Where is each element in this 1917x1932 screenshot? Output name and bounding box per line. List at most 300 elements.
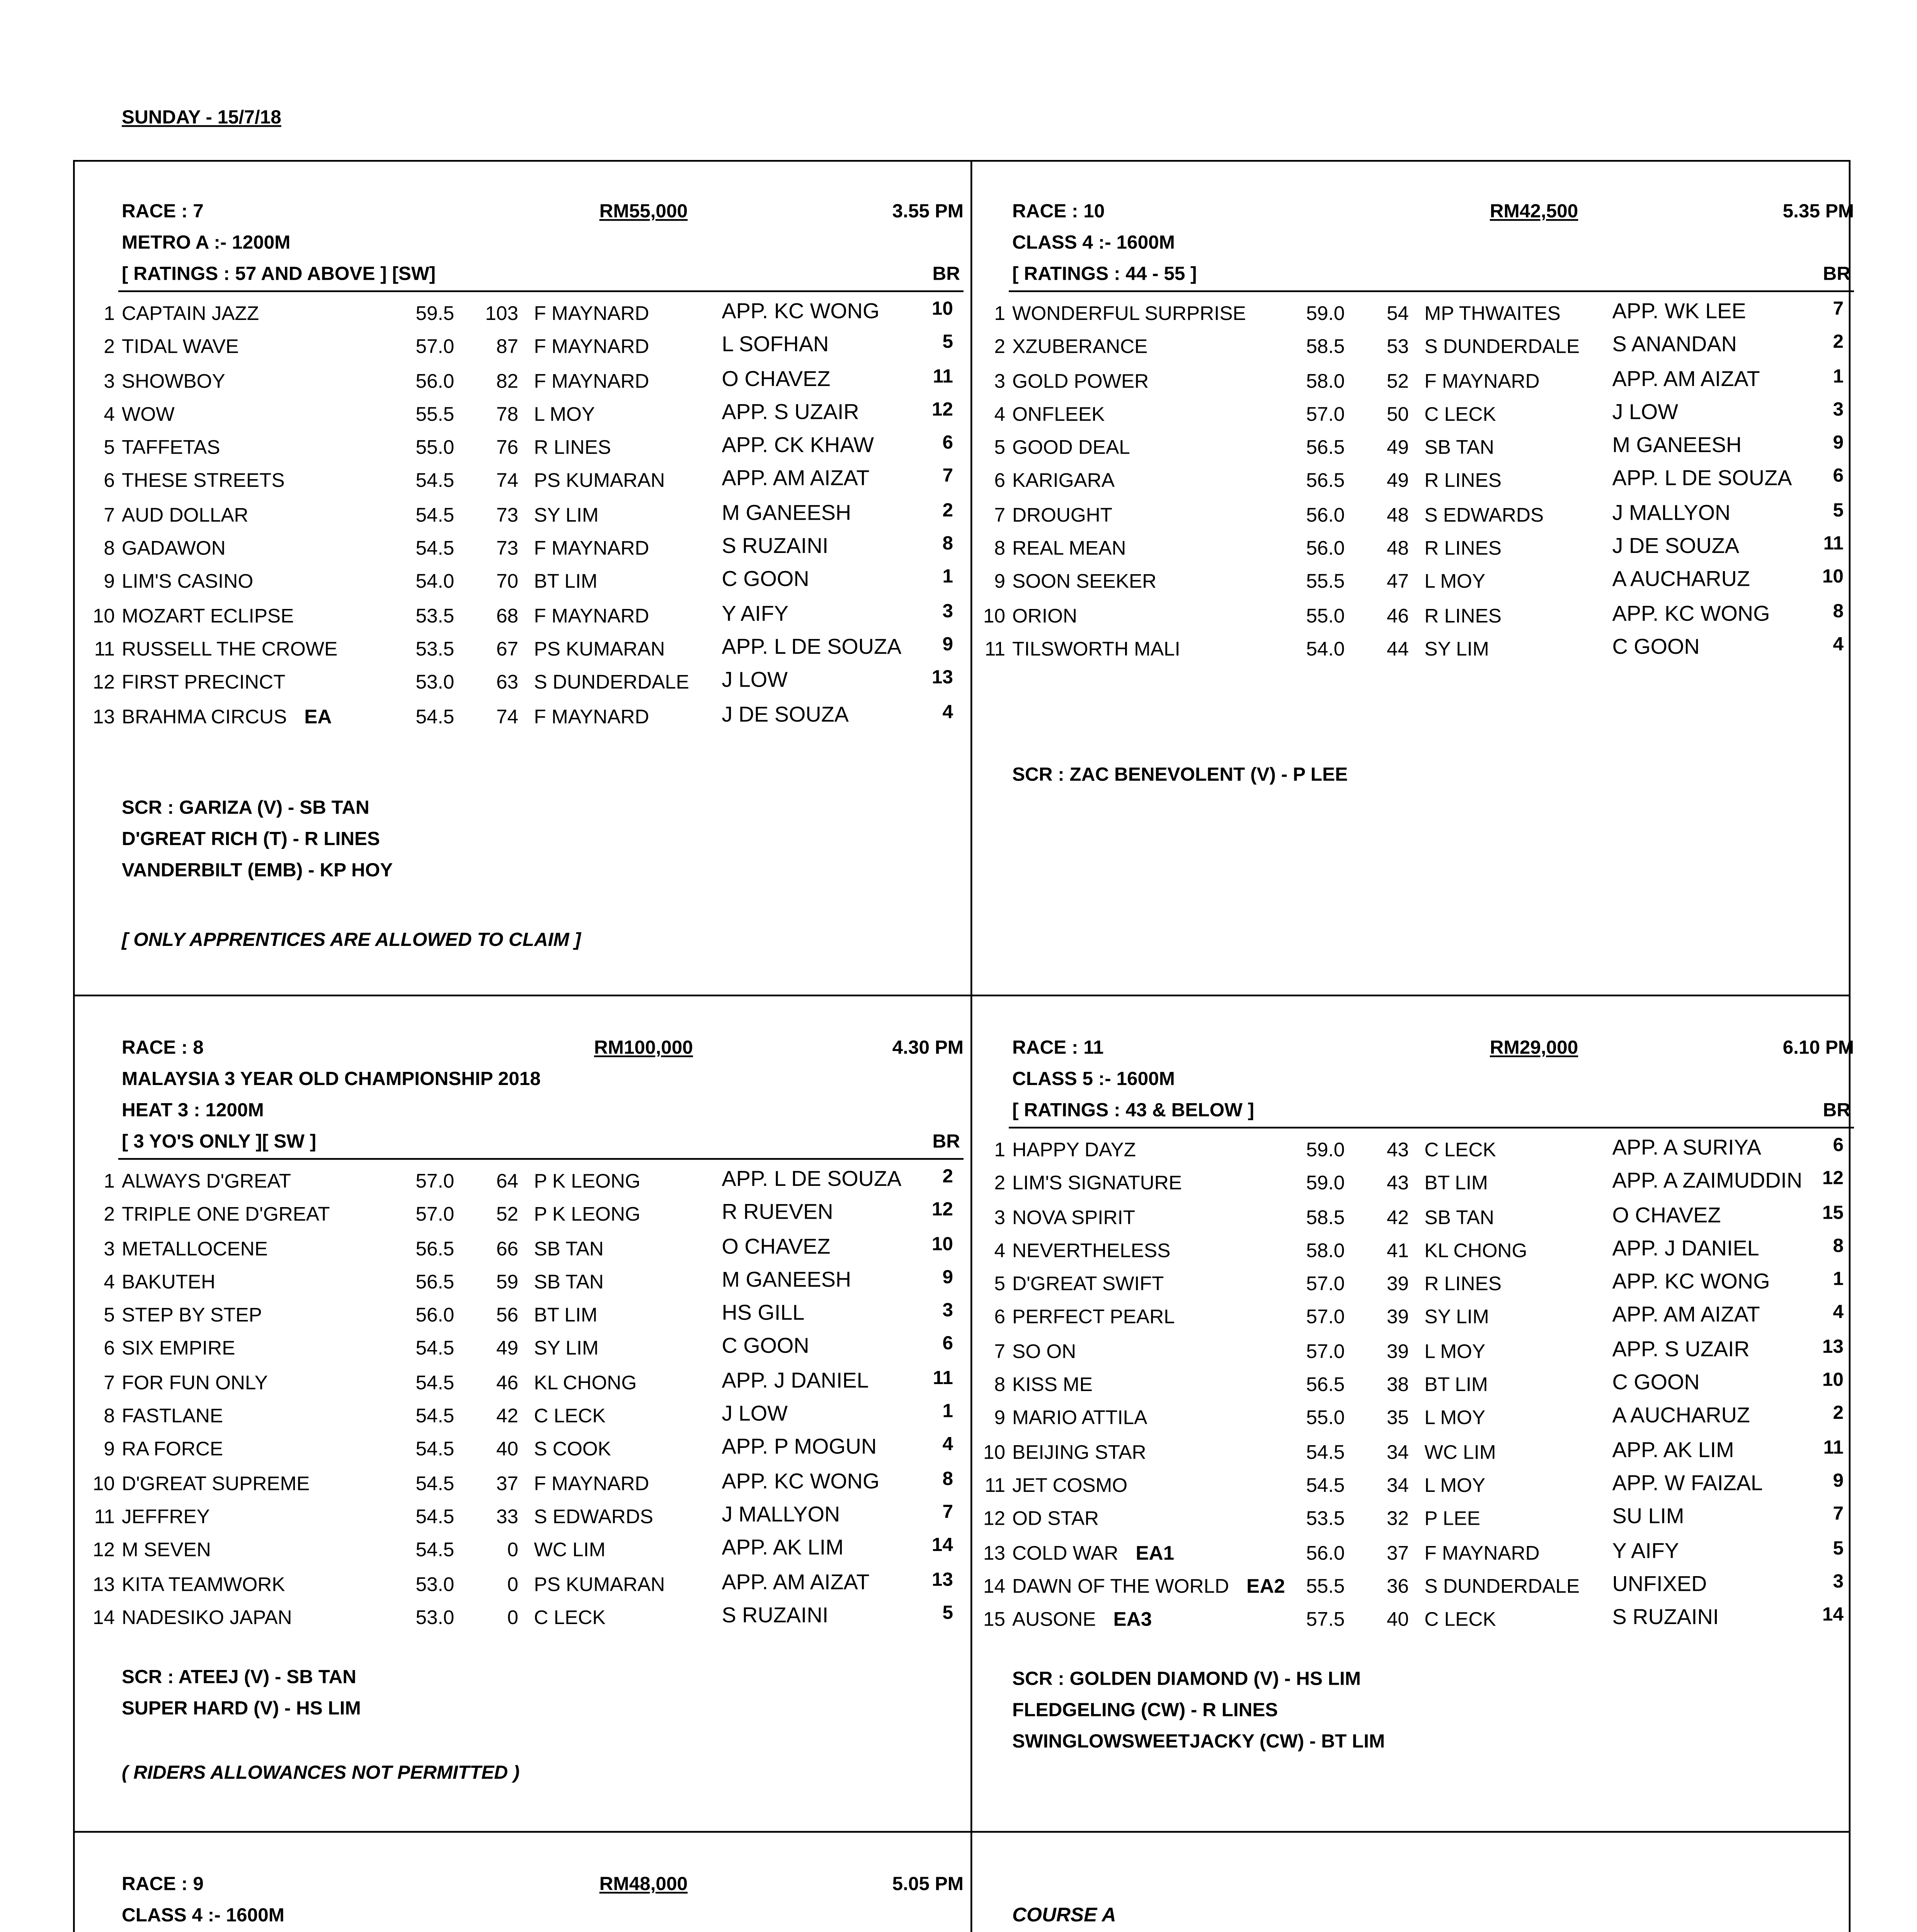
race-7-panel xyxy=(87,202,964,951)
race-time: 4.30 PM xyxy=(892,1038,964,1059)
jockey: Y AIFY xyxy=(1612,1538,1679,1563)
horse-name xyxy=(122,1306,262,1327)
runner-list xyxy=(87,1167,964,1637)
runner-row xyxy=(87,400,964,434)
runner-row xyxy=(977,1337,1854,1371)
handicap-weight: 59.0 xyxy=(1306,1174,1345,1195)
horse-name xyxy=(1012,1275,1164,1296)
horse-name xyxy=(122,304,259,325)
jockey: APP. KC WONG xyxy=(722,1469,880,1493)
handicap-weight: 58.5 xyxy=(1306,1208,1345,1229)
horse-name-text: FASTLANE xyxy=(122,1406,223,1428)
runner-row xyxy=(977,299,1854,333)
trainer: S COOK xyxy=(534,1440,611,1461)
trainer: S EDWARDS xyxy=(1424,505,1544,527)
handicap-weight: 59.0 xyxy=(1306,304,1345,325)
horse-name xyxy=(122,506,249,527)
header-rule xyxy=(118,291,964,293)
handicap-weight: 57.0 xyxy=(1306,1308,1345,1330)
rating: 46 xyxy=(496,1373,518,1395)
column-divider xyxy=(970,160,972,1932)
jockey: C GOON xyxy=(722,567,809,592)
horse-name xyxy=(122,1440,223,1461)
horse-name xyxy=(122,405,175,426)
runner-row xyxy=(87,1234,964,1267)
handicap-weight: 56.5 xyxy=(1306,1375,1345,1396)
horse-name xyxy=(122,1541,211,1562)
runner-row xyxy=(977,1538,1854,1572)
barrier: 2 xyxy=(1833,332,1844,354)
jockey: L SOFHAN xyxy=(722,332,829,357)
runner-row xyxy=(87,702,964,735)
jockey: M GANEESH xyxy=(1612,433,1742,458)
runner-number: 1 xyxy=(994,1141,1005,1162)
runner-number: 11 xyxy=(94,639,115,661)
jockey: APP. P MOGUN xyxy=(722,1435,877,1460)
jockey: APP. AM AIZAT xyxy=(722,1569,870,1594)
horse-name xyxy=(1012,1308,1175,1329)
runner-row xyxy=(977,1437,1854,1471)
trainer: C LECK xyxy=(534,1608,606,1629)
runner-row xyxy=(87,433,964,467)
horse-name xyxy=(1012,539,1126,560)
runner-number: 2 xyxy=(104,1205,115,1226)
runner-row xyxy=(977,1471,1854,1505)
trainer: F MAYNARD xyxy=(534,1474,649,1495)
barrier: 6 xyxy=(942,1334,953,1355)
rating: 47 xyxy=(1386,573,1409,594)
handicap-weight: 54.5 xyxy=(415,1340,455,1361)
barrier-header: BR xyxy=(932,264,960,285)
horse-name xyxy=(1012,640,1180,661)
runner-list xyxy=(977,299,1854,668)
horse-name xyxy=(1012,1443,1146,1464)
rating: 36 xyxy=(1386,1577,1409,1598)
rating: 0 xyxy=(507,1541,518,1562)
horse-name xyxy=(122,1239,268,1260)
rating: 87 xyxy=(496,338,518,359)
horse-name xyxy=(1012,1376,1093,1396)
horse-name xyxy=(122,472,285,493)
jockey: J LOW xyxy=(1612,400,1678,424)
horse-name xyxy=(1012,1208,1135,1229)
handicap-weight: 59.5 xyxy=(415,304,455,325)
horse-name-text: XZUBERANCE xyxy=(1012,338,1148,359)
horse-name-text: BAKUTEH xyxy=(122,1272,216,1294)
runner-row xyxy=(87,500,964,534)
horse-name xyxy=(1012,606,1077,627)
race-purse: RM100,000 xyxy=(594,1038,693,1059)
runner-number: 14 xyxy=(92,1608,115,1629)
horse-name-text: NEVERTHELESS xyxy=(1012,1241,1171,1262)
handicap-weight: 57.0 xyxy=(415,338,455,359)
horse-name xyxy=(1012,1141,1136,1162)
barrier: 7 xyxy=(1833,299,1844,320)
runner-number: 2 xyxy=(994,1174,1005,1195)
jockey: APP. L DE SOUZA xyxy=(722,634,902,659)
horse-name xyxy=(122,673,285,694)
trainer: C LECK xyxy=(1424,1610,1496,1631)
barrier: 1 xyxy=(942,1401,953,1423)
scratching-line: FLEDGELING (CW) - R LINES xyxy=(1012,1701,1278,1723)
runner-number: 12 xyxy=(92,1541,115,1562)
runner-number: 7 xyxy=(104,505,115,527)
trainer: BT LIM xyxy=(534,573,598,594)
scratchings xyxy=(977,1670,1854,1764)
jockey: APP. J DANIEL xyxy=(722,1368,869,1393)
meeting-date: SUNDAY - 15/7/18 xyxy=(122,108,281,129)
race-purse: RM42,500 xyxy=(1490,202,1578,223)
runner-row xyxy=(977,1136,1854,1169)
horse-name xyxy=(1012,1476,1127,1497)
horse-name-text: WOW xyxy=(122,405,175,426)
trainer: PS KUMARAN xyxy=(534,1575,665,1596)
runner-list xyxy=(87,299,964,735)
runner-number: 1 xyxy=(994,304,1005,325)
runner-number: 9 xyxy=(104,1440,115,1461)
horse-name xyxy=(1012,472,1115,493)
horse-name xyxy=(122,1575,285,1595)
barrier: 8 xyxy=(942,534,953,555)
trainer: BT LIM xyxy=(1424,1174,1488,1195)
jockey: A AUCHARUZ xyxy=(1612,1404,1750,1429)
runner-row xyxy=(977,1169,1854,1202)
handicap-weight: 53.5 xyxy=(1306,1510,1345,1531)
rating: 39 xyxy=(1386,1342,1409,1363)
trainer: R LINES xyxy=(534,438,611,459)
trainer: SY LIM xyxy=(1424,639,1489,661)
trainer: S DUNDERDALE xyxy=(1424,1577,1580,1598)
runner-row xyxy=(977,333,1854,366)
handicap-weight: 54.0 xyxy=(1306,639,1345,661)
rating: 49 xyxy=(1386,438,1409,459)
barrier: 4 xyxy=(942,1435,953,1456)
rating: 44 xyxy=(1386,639,1409,661)
trainer: S EDWARDS xyxy=(534,1507,654,1529)
runner-number: 5 xyxy=(104,1306,115,1327)
runner-number: 9 xyxy=(994,573,1005,594)
rating: 42 xyxy=(1386,1208,1409,1229)
rating: 56 xyxy=(496,1306,518,1327)
rating: 34 xyxy=(1386,1442,1409,1464)
runner-number: 10 xyxy=(92,606,115,628)
handicap-weight: 56.0 xyxy=(415,1306,455,1327)
trainer: L MOY xyxy=(1424,1342,1486,1363)
emergency-tag: EA2 xyxy=(1246,1577,1285,1598)
trainer: L MOY xyxy=(534,405,595,426)
horse-name-text: DAWN OF THE WORLD xyxy=(1012,1577,1229,1598)
barrier: 8 xyxy=(1833,601,1844,622)
jockey: J MALLYON xyxy=(1612,500,1731,525)
header-rule xyxy=(1009,291,1854,293)
barrier: 5 xyxy=(1833,1538,1844,1559)
rating: 33 xyxy=(496,1507,518,1529)
runner-row xyxy=(977,1270,1854,1303)
horse-name xyxy=(122,1608,292,1629)
runner-number: 4 xyxy=(104,405,115,426)
horse-name-text: GOOD DEAL xyxy=(1012,438,1130,459)
runner-row xyxy=(977,634,1854,668)
jockey: J MALLYON xyxy=(722,1502,840,1527)
runner-row xyxy=(87,601,964,635)
runner-number: 7 xyxy=(994,505,1005,527)
scratching-line: SCR : ZAC BENEVOLENT (V) - P LEE xyxy=(1012,765,1348,787)
race-conditions: [ RATINGS : 43 & BELOW ] xyxy=(1012,1100,1255,1122)
barrier: 7 xyxy=(942,467,953,488)
race-purse: RM55,000 xyxy=(599,202,688,223)
trainer: S DUNDERDALE xyxy=(1424,338,1580,359)
horse-name xyxy=(1012,338,1147,359)
handicap-weight: 56.0 xyxy=(415,371,455,393)
runner-row xyxy=(87,1335,964,1368)
trainer: SY LIM xyxy=(1424,1308,1489,1330)
race-class-distance: CLASS 5 :- 1600M xyxy=(1012,1069,1175,1090)
runner-row xyxy=(977,1303,1854,1337)
trainer: P K LEONG xyxy=(534,1205,640,1226)
barrier: 15 xyxy=(1822,1202,1844,1224)
rating: 37 xyxy=(496,1474,518,1495)
jockey: APP. AM AIZAT xyxy=(1612,1303,1760,1328)
rating: 0 xyxy=(507,1608,518,1629)
horse-name-text: FIRST PRECINCT xyxy=(122,673,286,694)
trainer: F MAYNARD xyxy=(1424,1543,1540,1565)
barrier: 9 xyxy=(1833,433,1844,454)
barrier-header: BR xyxy=(1823,264,1851,285)
runner-row xyxy=(977,433,1854,467)
handicap-weight: 53.0 xyxy=(415,673,455,694)
trainer: C LECK xyxy=(1424,405,1496,426)
row-divider-2 xyxy=(73,1831,1851,1833)
handicap-weight: 54.5 xyxy=(415,1406,455,1428)
trainer: BT LIM xyxy=(534,1306,598,1327)
barrier: 1 xyxy=(1833,366,1844,387)
runner-number: 12 xyxy=(92,673,115,694)
horse-name-text: OD STAR xyxy=(1012,1510,1099,1531)
handicap-weight: 54.5 xyxy=(415,707,455,728)
runner-number: 5 xyxy=(994,438,1005,459)
runner-row xyxy=(87,366,964,400)
runner-number: 4 xyxy=(104,1272,115,1294)
horse-name-text: BEIJING STAR xyxy=(1012,1442,1146,1464)
rating: 63 xyxy=(496,673,518,694)
barrier: 11 xyxy=(933,1368,953,1389)
row-divider-1 xyxy=(73,995,1851,997)
barrier: 12 xyxy=(931,400,953,421)
horse-name-text: AUD DOLLAR xyxy=(122,505,249,527)
rating: 52 xyxy=(496,1205,518,1226)
race-note: ( RIDERS ALLOWANCES NOT PERMITTED ) xyxy=(122,1763,520,1784)
scratching-line: VANDERBILT (EMB) - KP HOY xyxy=(122,860,393,881)
trainer: KL CHONG xyxy=(1424,1241,1527,1262)
horse-name-text: SHOWBOY xyxy=(122,371,225,393)
runner-number: 5 xyxy=(994,1275,1005,1296)
barrier: 10 xyxy=(1822,1370,1844,1391)
horse-name-text: TIDAL WAVE xyxy=(122,338,239,359)
horse-name-text: STEP BY STEP xyxy=(122,1306,262,1327)
rating: 46 xyxy=(1386,606,1409,628)
runner-row xyxy=(977,1202,1854,1236)
horse-name-text: TRIPLE ONE D'GREAT xyxy=(122,1205,330,1226)
race-number: RACE : 7 xyxy=(122,202,204,223)
barrier: 8 xyxy=(1833,1236,1844,1257)
horse-name xyxy=(122,1373,268,1394)
race-purse: RM48,000 xyxy=(599,1874,688,1895)
jockey: APP. J DANIEL xyxy=(1612,1236,1759,1261)
horse-name xyxy=(1012,1543,1174,1564)
horse-name xyxy=(122,1206,330,1226)
race-heat: HEAT 3 : 1200M xyxy=(122,1100,264,1122)
horse-name xyxy=(122,1507,210,1528)
barrier: 13 xyxy=(1822,1337,1844,1358)
horse-name xyxy=(122,439,220,459)
jockey: J DE SOUZA xyxy=(722,702,849,726)
runner-number: 3 xyxy=(104,1239,115,1260)
rating: 0 xyxy=(507,1575,518,1596)
runner-number: 11 xyxy=(984,639,1005,661)
runner-number: 6 xyxy=(104,472,115,493)
rating: 53 xyxy=(1386,338,1409,359)
runner-row xyxy=(87,1301,964,1335)
rating: 73 xyxy=(496,505,518,527)
jockey: APP. AK LIM xyxy=(722,1536,844,1560)
horse-name-text: ORION xyxy=(1012,606,1078,628)
runner-row xyxy=(87,1570,964,1603)
horse-name-text: TAFFETAS xyxy=(122,438,220,459)
race-9-panel xyxy=(87,1874,964,1932)
horse-name-text: TILSWORTH MALI xyxy=(1012,639,1180,661)
rating: 64 xyxy=(496,1172,518,1193)
horse-name xyxy=(122,371,225,392)
horse-name-text: KARIGARA xyxy=(1012,472,1115,493)
trainer: F MAYNARD xyxy=(1424,371,1540,393)
runner-number: 13 xyxy=(92,707,115,728)
handicap-weight: 56.0 xyxy=(1306,539,1345,560)
header-rule xyxy=(118,1158,964,1160)
trainer: F MAYNARD xyxy=(534,371,649,393)
rating: 52 xyxy=(1386,371,1409,393)
barrier: 6 xyxy=(942,433,953,454)
trainer: PS KUMARAN xyxy=(534,472,665,493)
handicap-weight: 56.5 xyxy=(1306,472,1345,493)
horse-name xyxy=(1012,1611,1152,1631)
handicap-weight: 55.5 xyxy=(1306,573,1345,594)
handicap-weight: 56.5 xyxy=(415,1272,455,1294)
barrier: 2 xyxy=(942,1167,953,1188)
horse-name-text: CAPTAIN JAZZ xyxy=(122,304,259,325)
barrier: 7 xyxy=(942,1502,953,1523)
runner-number: 6 xyxy=(994,472,1005,493)
horse-name-text: FOR FUN ONLY xyxy=(122,1373,268,1395)
barrier: 4 xyxy=(1833,1303,1844,1324)
handicap-weight: 57.0 xyxy=(415,1205,455,1226)
barrier: 2 xyxy=(1833,1404,1844,1425)
horse-name xyxy=(122,707,332,728)
jockey: M GANEESH xyxy=(722,1267,851,1292)
barrier-header: BR xyxy=(1823,1100,1851,1122)
horse-name-text: MARIO ATTILA xyxy=(1012,1409,1147,1430)
barrier: 10 xyxy=(931,299,953,320)
jockey: C GOON xyxy=(1612,1370,1700,1395)
trainer: F MAYNARD xyxy=(534,539,649,560)
trainer: F MAYNARD xyxy=(534,606,649,628)
handicap-weight: 58.0 xyxy=(1306,1241,1345,1262)
rating: 39 xyxy=(1386,1308,1409,1330)
handicap-weight: 54.5 xyxy=(415,472,455,493)
scratchings xyxy=(977,765,1854,797)
scratching-line: SCR : ATEEJ (V) - SB TAN xyxy=(122,1668,356,1689)
trainer: R LINES xyxy=(1424,606,1502,628)
jockey: O CHAVEZ xyxy=(722,1234,831,1259)
runner-row xyxy=(87,1267,964,1301)
jockey: APP. AM AIZAT xyxy=(722,467,870,492)
jockey: J LOW xyxy=(722,668,788,693)
jockey: APP. WK LEE xyxy=(1612,299,1746,323)
handicap-weight: 55.5 xyxy=(415,405,455,426)
jockey: APP. AM AIZAT xyxy=(1612,366,1760,391)
barrier: 13 xyxy=(931,668,953,689)
barrier: 5 xyxy=(1833,500,1844,522)
runner-row xyxy=(87,1502,964,1536)
rating: 103 xyxy=(485,304,518,325)
barrier: 10 xyxy=(1822,567,1844,588)
race-time: 3.55 PM xyxy=(892,202,964,223)
horse-name xyxy=(122,338,239,359)
horse-name xyxy=(1012,1242,1170,1262)
trainer: SY LIM xyxy=(534,505,599,527)
rating: 38 xyxy=(1386,1375,1409,1396)
runner-number: 2 xyxy=(104,338,115,359)
rating: 49 xyxy=(496,1340,518,1361)
runner-number: 14 xyxy=(983,1577,1005,1598)
jockey: M GANEESH xyxy=(722,500,851,525)
barrier: 11 xyxy=(933,366,953,387)
rating: 50 xyxy=(1386,405,1409,426)
runner-number: 12 xyxy=(983,1510,1005,1531)
rating: 35 xyxy=(1386,1409,1409,1430)
runner-number: 1 xyxy=(104,1172,115,1193)
trainer: WC LIM xyxy=(1424,1442,1496,1464)
horse-name xyxy=(122,1273,215,1294)
runner-row xyxy=(87,668,964,702)
handicap-weight: 54.5 xyxy=(1306,1476,1345,1497)
barrier: 7 xyxy=(1833,1504,1844,1526)
horse-name-text: HAPPY DAYZ xyxy=(1012,1141,1136,1162)
runner-row xyxy=(87,1469,964,1502)
jockey: APP. W FAIZAL xyxy=(1612,1471,1763,1495)
handicap-weight: 55.5 xyxy=(1306,1577,1345,1598)
barrier: 8 xyxy=(942,1469,953,1490)
runner-row xyxy=(977,1404,1854,1437)
runner-number: 10 xyxy=(983,1442,1005,1464)
runner-row xyxy=(87,299,964,333)
rating: 78 xyxy=(496,405,518,426)
barrier: 4 xyxy=(942,702,953,723)
jockey: APP. AK LIM xyxy=(1612,1437,1734,1462)
trainer: WC LIM xyxy=(534,1541,606,1562)
rating: 48 xyxy=(1386,539,1409,560)
runner-number: 6 xyxy=(994,1308,1005,1330)
horse-name xyxy=(122,573,253,594)
handicap-weight: 58.0 xyxy=(1306,371,1345,393)
horse-name xyxy=(1012,439,1130,459)
jockey: S RUZAINI xyxy=(722,534,829,558)
runner-row xyxy=(977,1505,1854,1538)
runner-number: 10 xyxy=(92,1474,115,1495)
runner-row xyxy=(87,634,964,668)
handicap-weight: 54.5 xyxy=(415,505,455,527)
runner-row xyxy=(87,1167,964,1201)
horse-name-text: KISS ME xyxy=(1012,1375,1093,1396)
